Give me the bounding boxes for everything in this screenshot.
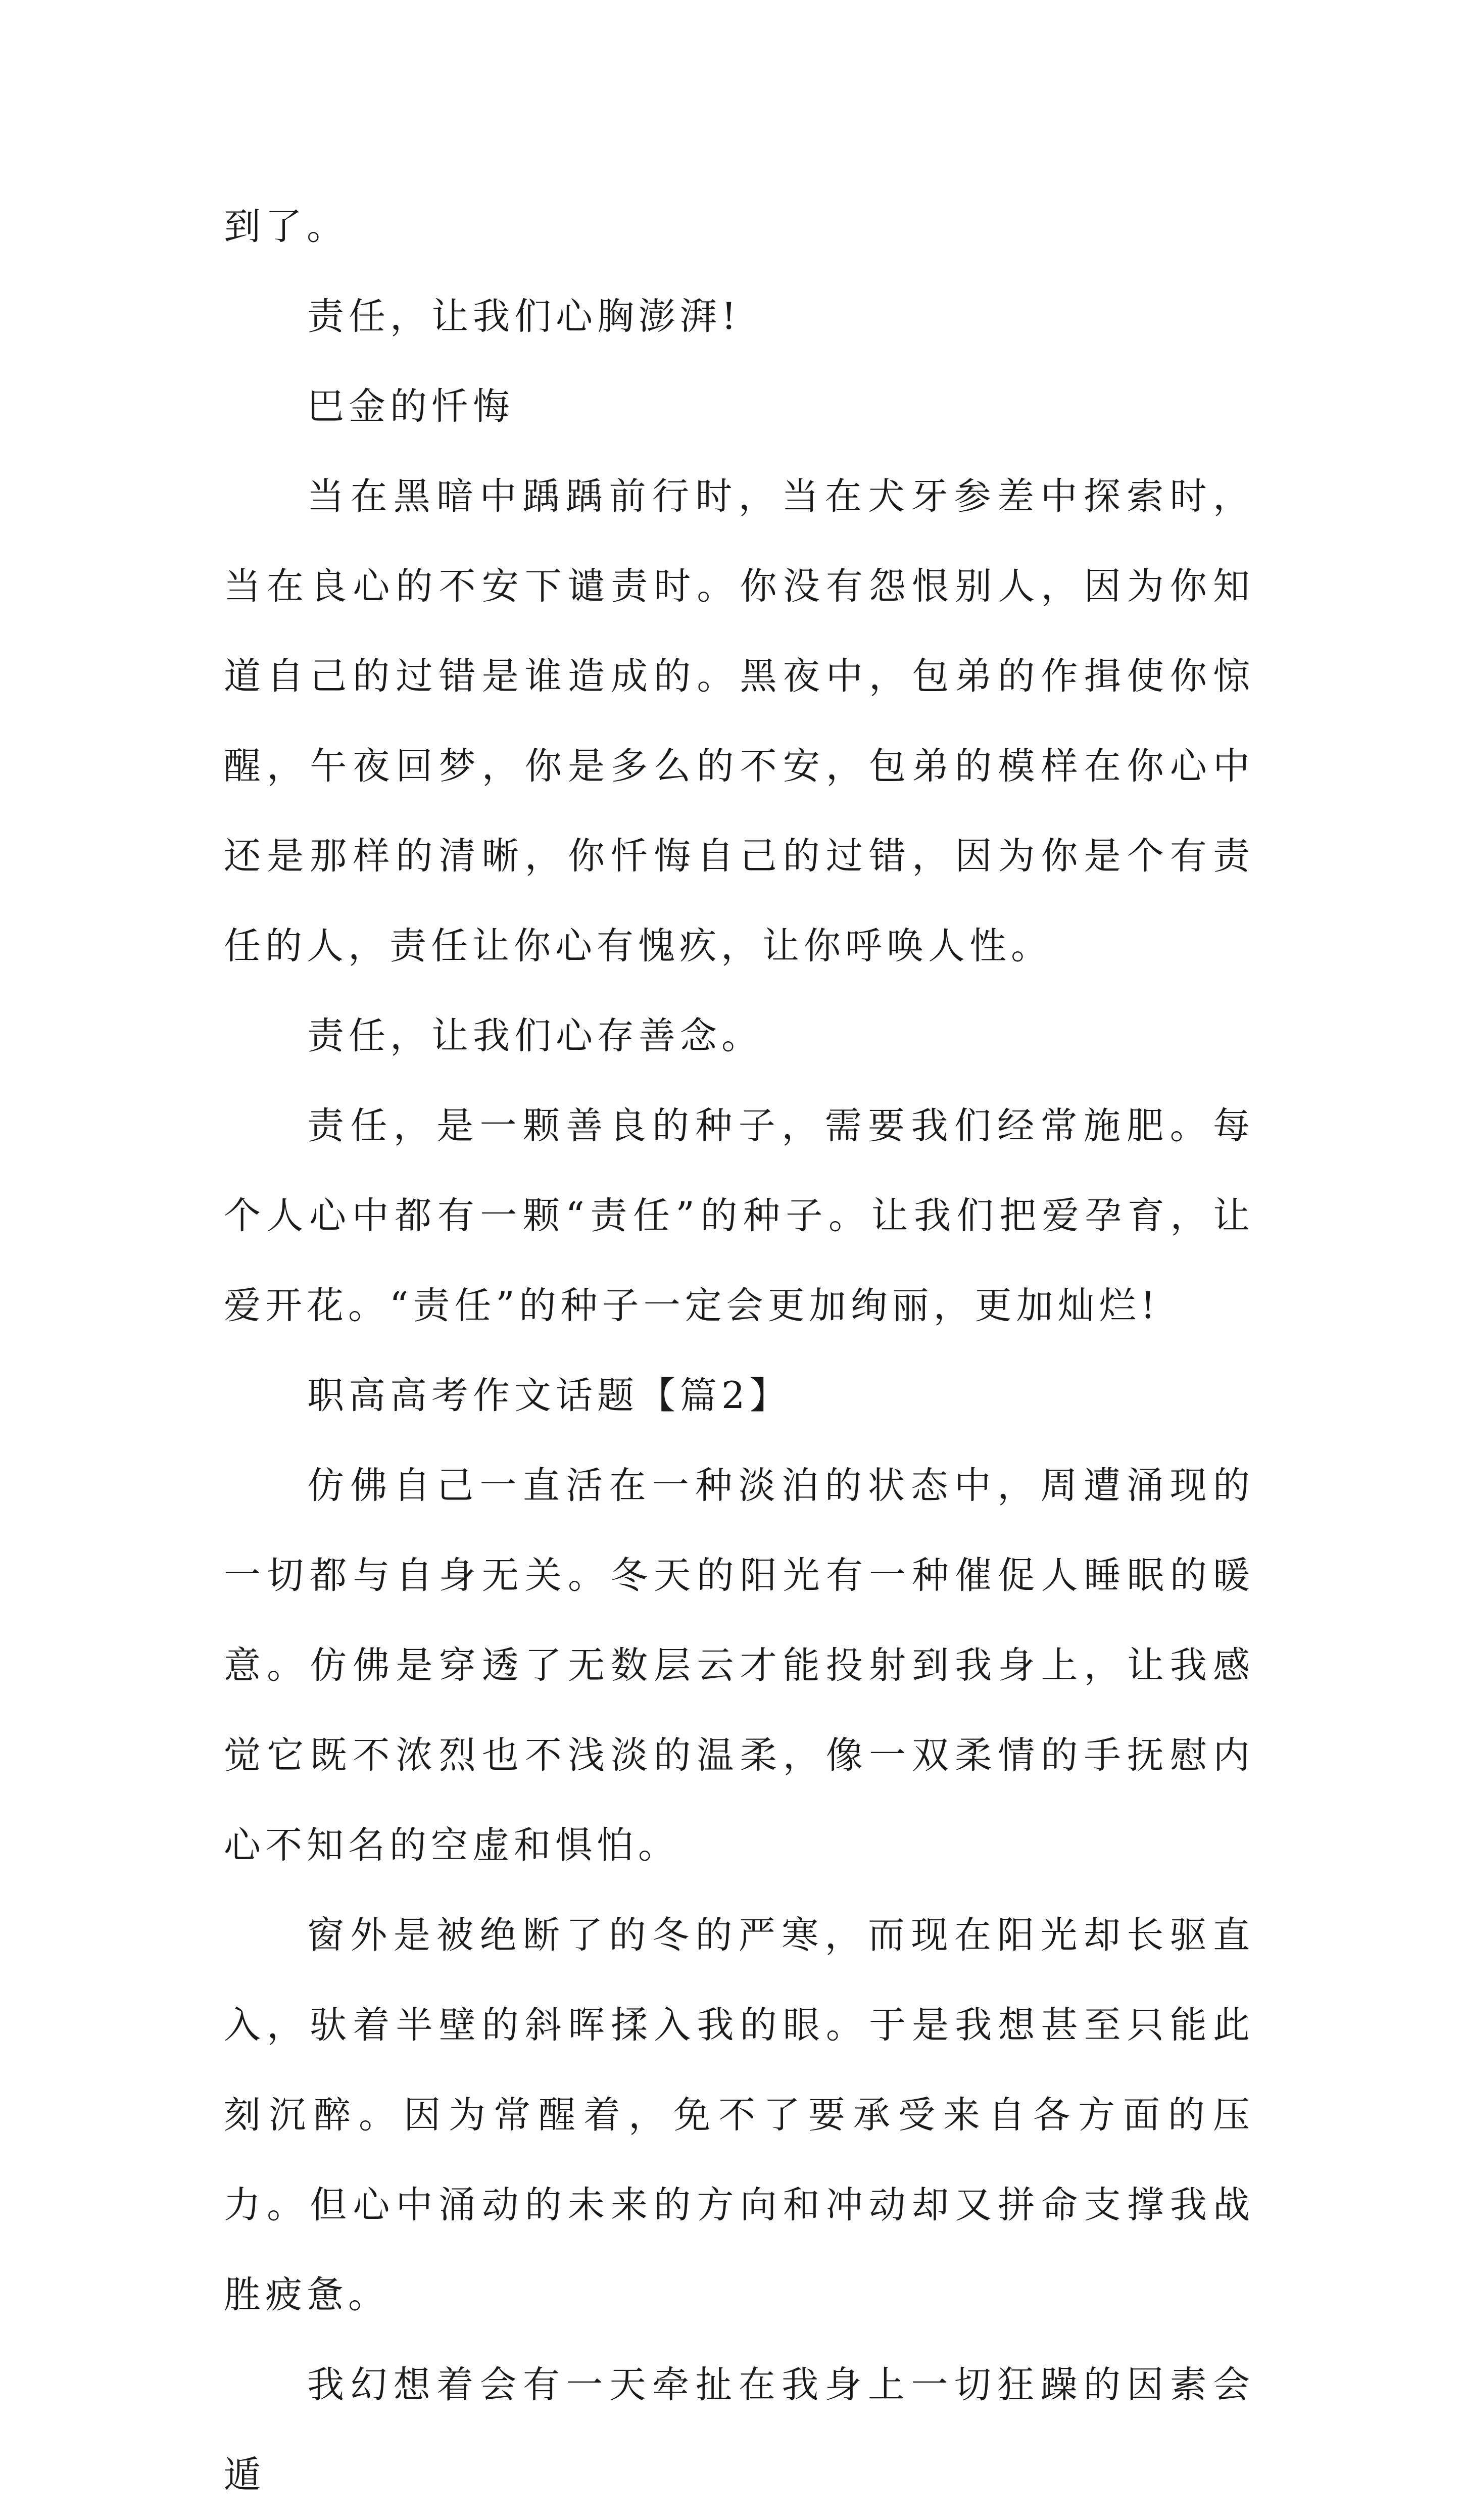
paragraph-responsibility-seed: 责任，是一颗善良的种子，需要我们经常施肥。每个人心中都有一颗“责任”的种子。让我们把爱孕育，让爱开花。“责任”的种子一定会更加绚丽，更加灿烂! [224, 1104, 1254, 1327]
section-heading-part-2: 职高高考作文话题【篇2】 [307, 1374, 791, 1417]
paragraph-window-cold: 窗外是被绝断了的冬的严寒，而现在阳光却长驱直入，驮着半壁的斜晖揉入我的眼。于是我想甚至只能此刻沉醉。因为常醒着，免不了要承受来自各方面的压力。但心中涌动的未来的方向和冲动却又拼命支撑我战胜疲惫。 [224, 1914, 1254, 2316]
paragraph-heading-bajin: 巴金的忏悔 [307, 385, 514, 428]
paragraph-continuation: 到了。 [224, 205, 348, 248]
paragraph-fantasy: 我幻想着会有一天牵扯在我身上一切狂躁的因素会遁 [224, 2363, 1254, 2496]
document-body [224, 182, 1254, 2520]
paragraph-responsibility-passion: 责任，让我们心胸澎湃! [307, 295, 741, 338]
paragraph-bajin-body: 当在黑暗中踽踽前行时，当在犬牙参差中探索时，当在良心的不安下谴责时。你没有怨恨别人，因为你知道自己的过错是谁造成的。黑夜中，包弟的作揖使你惊醒，午夜回梦，你是多么的不安，包弟的模样在你心中还是那样的清晰，你忏悔自己的过错，因为你是个有责任的人，责任让你心有愧疚，让你呼唤人性。 [224, 475, 1254, 967]
paragraph-winter-sunlight: 仿佛自己一直活在一种淡泊的状态中，周遭涌现的一切都与自身无关。冬天的阳光有一种催促人睡眠的暖意。仿佛是穿透了无数层云才能投射到我身上，让我感觉它既不浓烈也不浅淡的温柔，像一双柔情的手抚慰内心不知名的空虚和惧怕。 [224, 1464, 1254, 1867]
paragraph-responsibility-kindness: 责任，让我们心存善念。 [307, 1014, 763, 1057]
